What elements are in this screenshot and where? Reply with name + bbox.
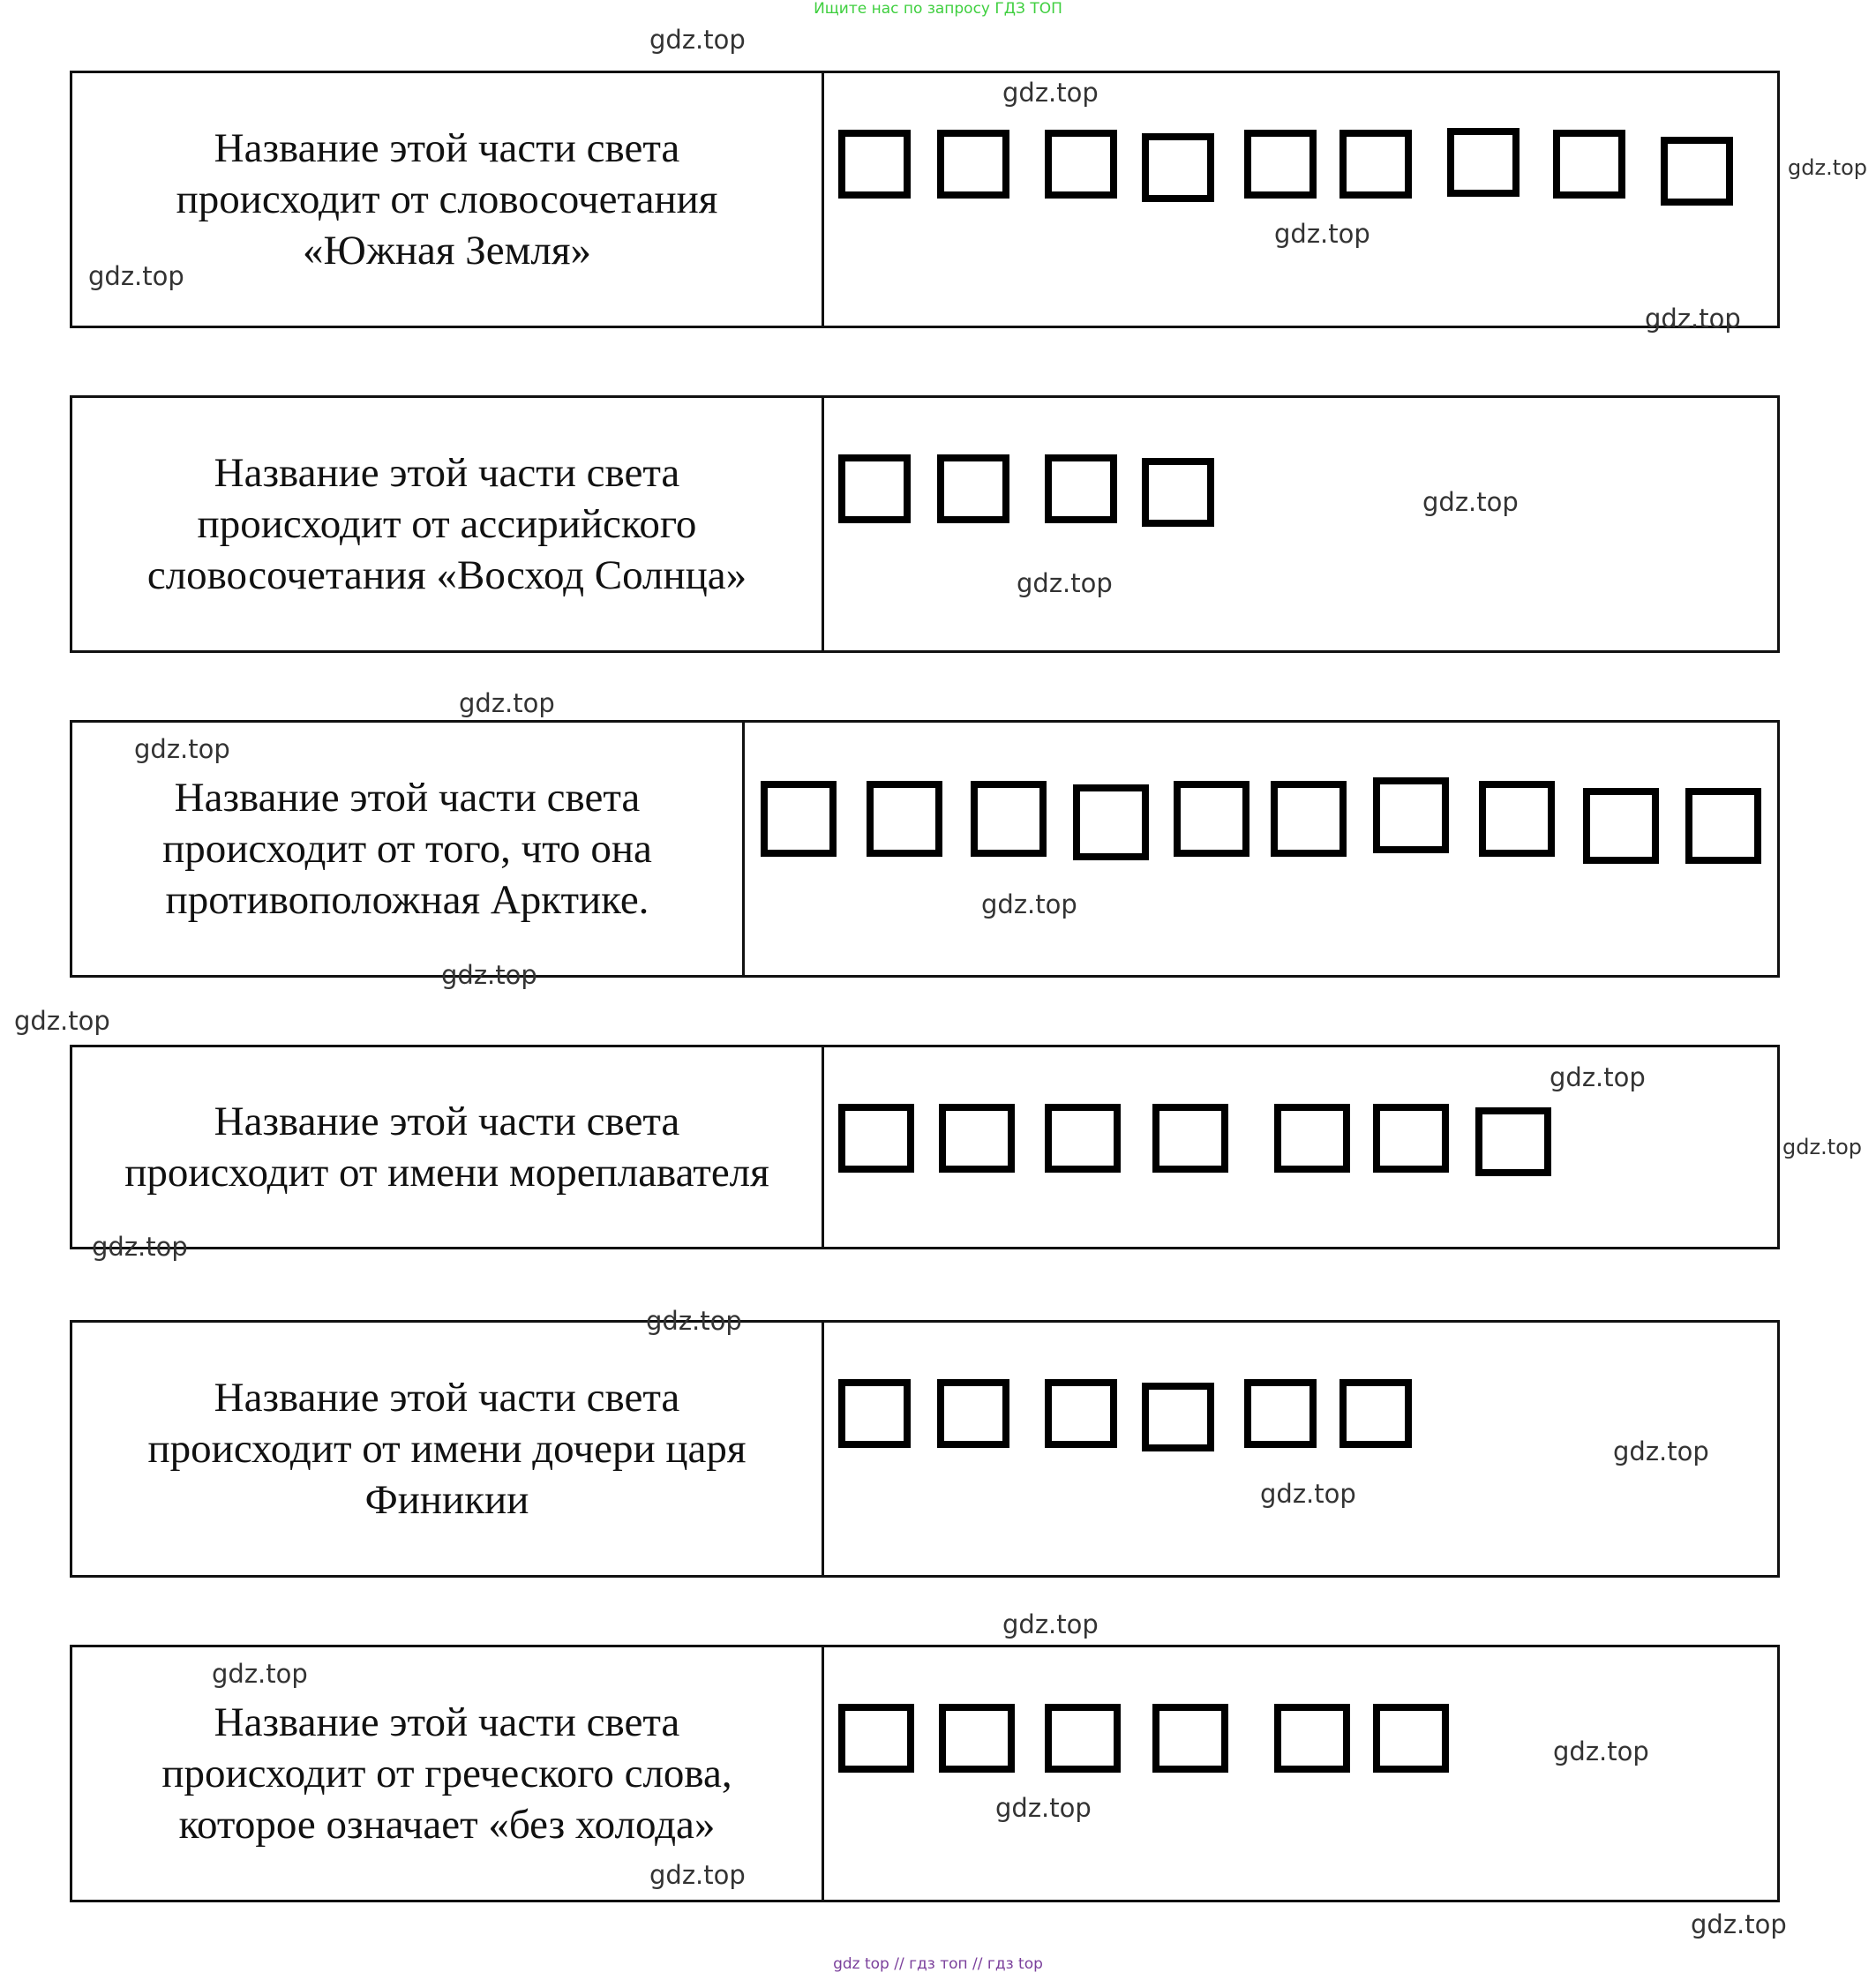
watermark: gdz.top [1691,1909,1787,1939]
letter-box[interactable] [939,1704,1015,1773]
letter-box[interactable] [1274,1104,1350,1173]
watermark: gdz.top [1002,1609,1099,1639]
watermark: gdz.top [1017,568,1113,598]
answer-area [824,73,1777,326]
riddle-prompt [72,398,824,650]
watermark: gdz.top [1613,1436,1709,1466]
letter-box[interactable] [838,1104,914,1173]
watermark: gdz.top [1645,304,1741,334]
watermark: gdz.top [1550,1062,1646,1092]
riddle-line: происходит от ассирийского [197,501,697,547]
riddle-line: противоположная Арктике. [165,877,649,923]
riddle-line: которое означает «без холода» [178,1802,716,1848]
riddle-line: Название этой части света [174,775,641,821]
letter-box[interactable] [1152,1704,1228,1773]
letter-box[interactable] [1244,1379,1317,1448]
watermark: gdz.top [14,1006,110,1036]
riddle-line: происходит от имени мореплавателя [124,1150,769,1196]
letter-box[interactable] [937,130,1009,199]
riddle-card [70,1320,1780,1578]
watermark: gdz.top [441,960,537,990]
letter-box[interactable] [1142,133,1214,202]
watermark: gdz.top [134,734,230,764]
riddle-card [70,395,1780,653]
watermark: gdz.top [1422,487,1519,517]
riddle-prompt [72,1047,824,1247]
letter-box[interactable] [1373,1104,1449,1173]
riddle-line: Название этой части света [214,1099,680,1144]
letter-box[interactable] [1553,130,1625,199]
letter-box[interactable] [937,454,1009,523]
letter-box[interactable] [1475,1107,1551,1176]
riddle-card [70,720,1780,978]
riddle-line: происходит от словосочетания [176,176,718,222]
watermark: gdz.top [88,261,184,291]
letter-box[interactable] [1373,1704,1449,1773]
letter-box[interactable] [838,130,911,199]
answer-area [745,723,1777,975]
riddle-line: Название этой части света [214,1375,680,1421]
riddle-line: Финикии [364,1477,529,1523]
letter-box[interactable] [1045,1379,1117,1448]
letter-box[interactable] [1152,1104,1228,1173]
riddle-card [70,1645,1780,1902]
watermark: gdz.top [1553,1736,1649,1766]
letter-box[interactable] [1244,130,1317,199]
answer-area [824,398,1777,650]
riddle-line: Название этой части света [214,1699,680,1745]
riddle-line: происходит от имени дочери царя [147,1426,747,1472]
letter-box[interactable] [1685,788,1761,864]
letter-box[interactable] [937,1379,1009,1448]
riddle-card [70,71,1780,328]
riddle-text [148,1372,747,1526]
letter-box[interactable] [1045,1704,1121,1773]
letter-box[interactable] [1073,784,1149,860]
letter-box[interactable] [1274,1704,1350,1773]
letter-box[interactable] [761,781,837,857]
watermark: gdz.top [1002,78,1099,108]
letter-box[interactable] [1373,777,1449,853]
letter-box[interactable] [867,781,942,857]
letter-box[interactable] [1339,130,1412,199]
letter-box[interactable] [1479,781,1555,857]
watermark: gdz.top [1274,219,1370,249]
letter-box[interactable] [1271,781,1347,857]
letter-box[interactable] [1142,1383,1214,1451]
watermark: gdz.top [1782,1135,1863,1159]
riddle-card [70,1045,1780,1249]
watermark: gdz.top [981,889,1077,919]
watermark: gdz.top [212,1659,308,1689]
letter-box[interactable] [1045,454,1117,523]
letter-box[interactable] [1142,458,1214,527]
riddle-prompt [72,73,824,326]
watermark: gdz.top [649,1860,746,1890]
riddle-text [161,1697,732,1850]
answer-area [824,1647,1777,1900]
letter-box[interactable] [1339,1379,1412,1448]
letter-box[interactable] [1174,781,1249,857]
letter-box[interactable] [939,1104,1015,1173]
letter-box[interactable] [1045,1104,1121,1173]
riddle-line: происходит от греческого слова, [161,1751,732,1796]
riddle-text [124,1096,769,1198]
riddle-line: происходит от того, что она [162,826,652,872]
riddle-line: «Южная Земля» [303,228,591,274]
watermark: gdz.top [92,1232,188,1262]
watermark: gdz.top [995,1793,1092,1823]
watermark: gdz.top [1260,1479,1356,1509]
riddle-line: Название этой части света [214,450,680,496]
letter-box[interactable] [1661,137,1733,206]
watermark: gdz.top [1788,155,1868,180]
riddle-line: Название этой части света [214,125,680,171]
letter-box[interactable] [838,454,911,523]
letter-box[interactable] [838,1379,911,1448]
footer-links: gdz top // гдз топ // гдз top [833,1955,1043,1973]
riddle-prompt [72,1323,824,1575]
letter-box[interactable] [838,1704,914,1773]
letter-box[interactable] [1583,788,1659,864]
riddle-text [162,772,652,926]
letter-box[interactable] [971,781,1047,857]
riddle-text [147,447,747,601]
letter-box[interactable] [1045,130,1117,199]
riddle-text [176,123,718,276]
letter-box[interactable] [1447,128,1520,197]
watermark: gdz.top [649,25,746,55]
watermark: gdz.top [646,1306,742,1336]
watermark: gdz.top [459,688,555,718]
top-banner: Ищите нас по запросу ГДЗ ТОП [814,0,1062,18]
riddle-line: словосочетания «Восход Солнца» [146,552,747,598]
